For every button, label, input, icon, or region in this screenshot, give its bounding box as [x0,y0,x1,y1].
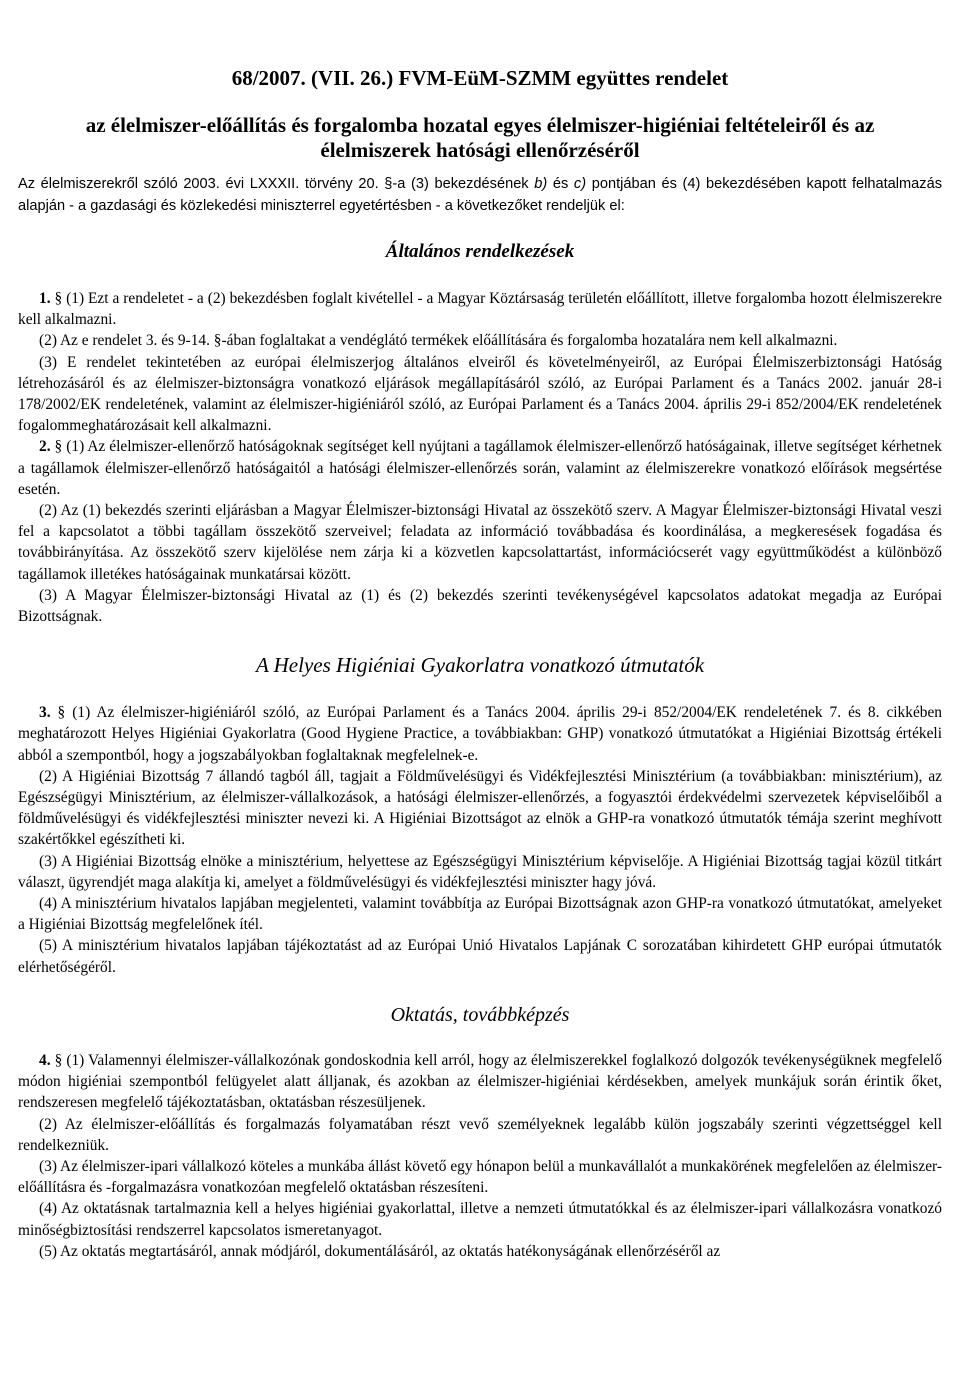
paragraph-s3-3: (3) A Higiéniai Bizottság elnöke a minisztérium, helyettese az Egészségügyi Minisztérium képviselője. A Higiéniai Bizottság tagjai közül titkárt választ, ügyrendjét maga alakítja ki, amelyet a földművelésügyi és vidékfejlesztési miniszter hagy jóvá. [18,852,942,891]
section-number-2: 2. [39,438,51,456]
preamble-text-mid: és [547,176,574,192]
paragraph-s4-3: (3) Az élelmiszer-ipari vállalkozó köteles a munkába állást követő egy hónapon belül a munkavállalót a munkakörének megfelelően az élelmiszer-előállításra és -forgalmazásra vonatkozóan megfelelő oktatásban részesíteni. [18,1157,942,1197]
preamble-point-c: c) [573,176,587,192]
section-number-3: 3. [39,704,51,722]
paragraph-s2-3: (3) A Magyar Élelmiszer-biztonsági Hivatal az (1) és (2) bekezdés szerinti tevékenységével kapcsolatos adatokat megadja az Európai Bizottságnak. [18,586,942,626]
section-heading-training: Oktatás, továbbképzés [390,1003,570,1026]
paragraph-text: § (1) Az élelmiszer-ellenőrző hatóságoknak segítséget kell nyújtani a tagállamok élelmiszer-ellenőrző hatóságainak, illetve segítséget kérhetnek a tagállamok élelmiszer-ellenőrző hatóságaitól a hatósági élelmiszer-ellenőrzés során, valamint az élelmiszerekre vonatkozó előírások megsértése esetén. [18,438,942,498]
paragraph-s4-1 [18,1050,942,1114]
paragraph-s2-1 [18,436,942,500]
document-title: 68/2007. (VII. 26.) FVM-EüM-SZMM együttes rendelet [231,66,729,90]
paragraph-text: § (1) Ezt a rendeletet - a (2) bekezdésben foglalt kivétellel - a Magyar Köztársaság területén előállított, illetve forgalomba hozott élelmiszerekre kell alkalmazni. [18,290,942,329]
preamble-text-2: pontjában és (4) bekezdésében kapott felhatalmazás alapján - a gazdasági és közlekedési miniszterrel egyetértésben - a következőket rendeljük el: [18,176,942,214]
section-number-1: 1. [39,290,51,307]
paragraph-s4-5: (5) Az oktatás megtartásáról, annak módjáról, dokumentálásáról, az oktatás hatékonyságának ellenőrzéséről az [39,1242,721,1260]
document-subtitle: az élelmiszer-előállítás és forgalomba hozatal egyes élelmiszer-higiéniai feltételeiről és az élelmiszerek hatósági ellenőrzéséről [85,113,875,162]
paragraph-s1-2: (2) Az e rendelet 3. és 9-14. §-ában foglaltakat a vendéglátó termékek előállítására és forgalomba hozatalára nem kell alkalmazni. [39,332,838,350]
paragraph-s1-1 [18,288,942,330]
paragraph-text: § (1) Az élelmiszer-higiéniáról szóló, az Európai Parlament és a Tanács 2004. április 29-i 852/2004/EK rendeletének 7. és 8. cikkében meghatározott Helyes Higiéniai Gyakorlatra (Good Hygiene Practice, a továbbiakban: GHP) vonatkozó útmutatókat a Higiéniai Bizottság értékeli abból a szempontból, hogy a jogszabályokban foglaltaknak megfelelnek-e. [18,704,942,764]
paragraph-s1-3: (3) E rendelet tekintetében az európai élelmiszerjog általános elveiről és követelményeiről, az Európai Élelmiszerbiztonsági Hatóság létrehozásáról és az élelmiszer-biztonságra vonatkozó eljárások megállapításáról szóló, az Európai Parlament és a Tanács 2002. január 28-i 178/2002/EK rendeletének, valamint az élelmiszer-higiéniáról szóló, az Európai Parlament és a Tanács 2004. április 29-i 852/2004/EK rendeletének fogalommeghatározásait kell alkalmazni. [18,353,942,435]
preamble-point-b: b) [534,176,548,192]
section-heading-general: Általános rendelkezések [385,241,575,262]
paragraph-s3-4: (4) A minisztérium hivatalos lapjában megjelenteti, valamint továbbítja az Európai Bizottságnak azon GHP-ra vonatkozó útmutatókat, amelyeket a Higiéniai Bizottság megfelelőnek ítél. [18,895,942,934]
preamble-text-1: Az élelmiszerekről szóló 2003. évi LXXXII. törvény 20. §-a (3) bekezdésének [18,176,535,192]
paragraph-s3-2: (2) A Higiéniai Bizottság 7 állandó tagból áll, tagjait a Földművelésügyi és Vidékfejlesztési Minisztérium (a továbbiakban: minisztérium), az Egészségügyi Minisztérium, az élelmiszer-vállalkozások, a hatósági élelmiszer-ellenőrzés, a fogyasztói érdekvédelmi szervezetek képviselőiből a földművelésügyi és vidékfejlesztési miniszter nevezi ki. A Higiéniai Bizottságot az elnök a GHP-ra vonatkozó útmutatók témája szerint meghívott szakértőkkel egészítheti ki. [18,767,942,849]
section-heading-ghp: A Helyes Higiéniai Gyakorlatra vonatkozó útmutatók [255,653,705,678]
paragraph-s4-4: (4) Az oktatásnak tartalmaznia kell a helyes higiéniai gyakorlattal, illetve a nemzeti útmutatókkal és az élelmiszer-ipari vállalkozásra vonatkozó minőségbiztosítási rendszerrel kapcsolatos ismeretanyagot. [18,1200,942,1239]
paragraph-s4-2: (2) Az élelmiszer-előállítás és forgalmazás folyamatában részt vevő személyeknek legalább külön jogszabály szerinti végzettséggel kell rendelkezniük. [18,1115,942,1154]
paragraph-s2-2: (2) Az (1) bekezdés szerinti eljárásban a Magyar Élelmiszer-biztonsági Hivatal az összekötő szerv. A Magyar Élelmiszer-biztonsági Hivatal veszi fel a kapcsolatot a többi tagállam összekötő szerveivel; feladata az információ továbbadása és koordinálása, a megkeresések fogadása és továbbirányítása. Az összekötő szerv kijelölése nem zárja ki a közvetlen kapcsolattartást, információcserét vagy együttműködést a különböző tagállamok illetékes hatóságainak munkatársai között. [18,502,942,583]
paragraph-text: § (1) Valamennyi élelmiszer-vállalkozónak gondoskodnia kell arról, hogy az élelmiszerekkel foglalkozó dolgozók tevékenységüknek megfelelő módon higiéniai szempontból felügyelet alatt álljanak, és azokban az élelmiszer-higiéniai kérdésekben, amelyek munkájuk során érintik őket, rendszeresen megfelelő tájékoztatásban, oktatásban részesüljenek. [18,1051,942,1112]
paragraph-s3-5: (5) A minisztérium hivatalos lapjában tájékoztatást ad az Európai Unió Hivatalos Lapjának C sorozatában kihirdetett GHP európai útmutatók elérhetőségéről. [18,937,942,976]
preamble [18,173,942,217]
section-number-4: 4. [39,1051,51,1069]
paragraph-s3-1 [18,702,942,766]
